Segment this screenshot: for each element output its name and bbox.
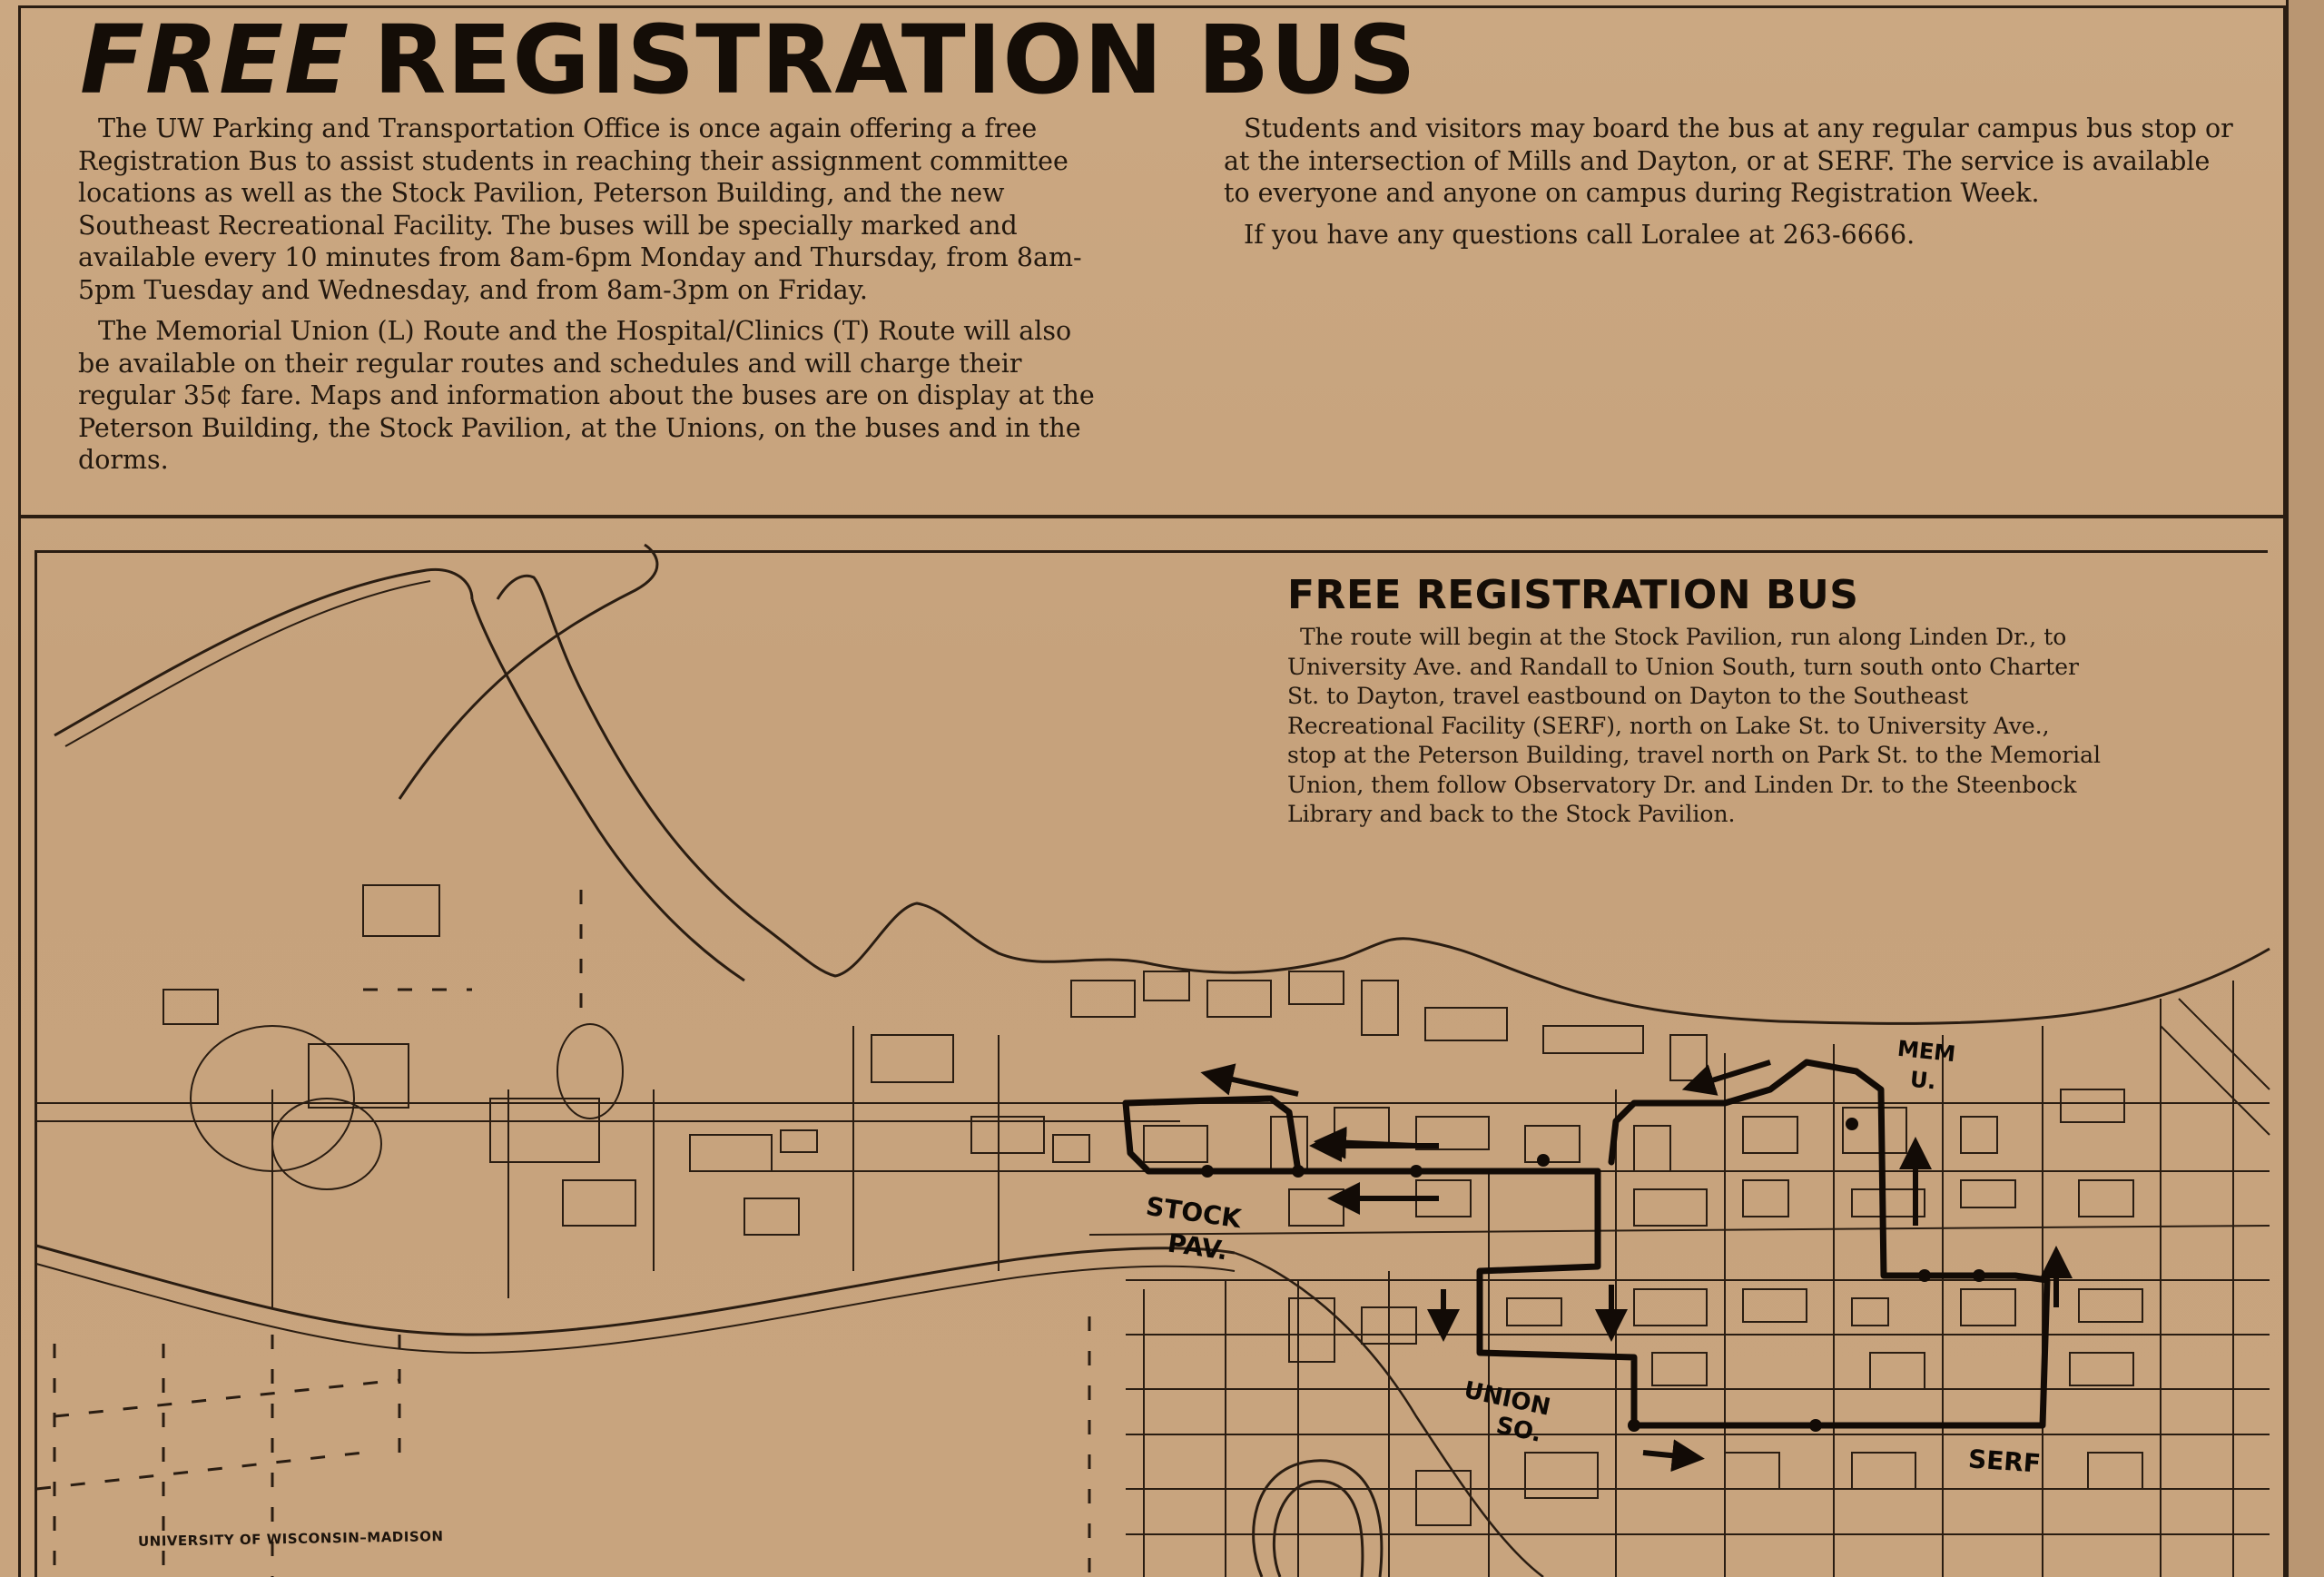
article-paragraph: If you have any questions call Loralee at 263-6666. bbox=[1244, 219, 1915, 250]
campus-drive bbox=[472, 599, 744, 981]
map-credit: UNIVERSITY OF WISCONSIN–MADISON bbox=[137, 1528, 444, 1550]
railroad bbox=[36, 1246, 1235, 1335]
west-campus-buildings bbox=[163, 885, 1135, 1235]
stop-label-union-south: UNION bbox=[1461, 1376, 1553, 1422]
map-route-description: The route will begin at the Stock Pavilion, run along Linden Dr., to University Ave. and Randall to Union South, turn south onto Charter St. to Dayton, travel eastbound on Dayton to the Southeast Recreational Facility (SERF), north on Lake St. to University Ave., stop at the Peterson Building, travel north on Park St. to the Memorial Union, them follow Observatory Dr. and Linden Dr. to the Steenbock Library and back to the Stock Pavilion. bbox=[1287, 624, 2102, 827]
stop-label-stock-pavilion: STOCK bbox=[1144, 1190, 1244, 1235]
route-stop-dots bbox=[1201, 1118, 1985, 1432]
stop-label-union-south: SO. bbox=[1493, 1412, 1544, 1448]
headline-free: FREE bbox=[80, 5, 350, 115]
bus-route bbox=[1126, 1062, 2047, 1425]
stop-label-serf: SERF bbox=[1966, 1444, 2043, 1479]
stop-label-memorial-union: MEM bbox=[1896, 1035, 1957, 1068]
highway-ramp bbox=[65, 581, 430, 746]
stop-label-memorial-union: U. bbox=[1908, 1066, 1937, 1095]
map-inset-title: FREE REGISTRATION BUS bbox=[1287, 572, 1859, 618]
article-paragraph: Students and visitors may board the bus at any regular campus bus stop or at the intersection of Mills and Dayton, or at SERF. The service is available to everyone and anyone on campus during Registration Week. bbox=[1224, 113, 2233, 208]
stadium bbox=[1254, 1461, 1382, 1577]
highway-ramp bbox=[54, 569, 472, 735]
railroad bbox=[36, 1264, 1235, 1353]
east-campus-buildings bbox=[1144, 971, 2142, 1525]
dashed-paths bbox=[36, 890, 1089, 1577]
article-paragraph: The UW Parking and Transportation Office is once again offering a free Registration Bus to assist students in reaching their assignment committee locations as well as the Stock Pavilion, Peterson Building, and the new Southeast Recreational Facility. The buses will be specially marked and available every 10 minutes from 8am-6pm Monday and Thursday, from 8am-5pm Tuesday and Wednesday, and from 8am-3pm on Friday. bbox=[78, 113, 1082, 305]
article-paragraph: The Memorial Union (L) Route and the Hospital/Clinics (T) Route will also be available on their regular routes and schedules and will charge their regular 35¢ fare. Maps and information about the buses are on display at the Peterson Building, the Stock Pavilion, at the Unions, on the buses and in the dorms. bbox=[78, 316, 1095, 475]
stop-label-stock-pavilion: PAV. bbox=[1166, 1227, 1230, 1267]
headline-rest: REGISTRATION BUS bbox=[373, 5, 1417, 115]
